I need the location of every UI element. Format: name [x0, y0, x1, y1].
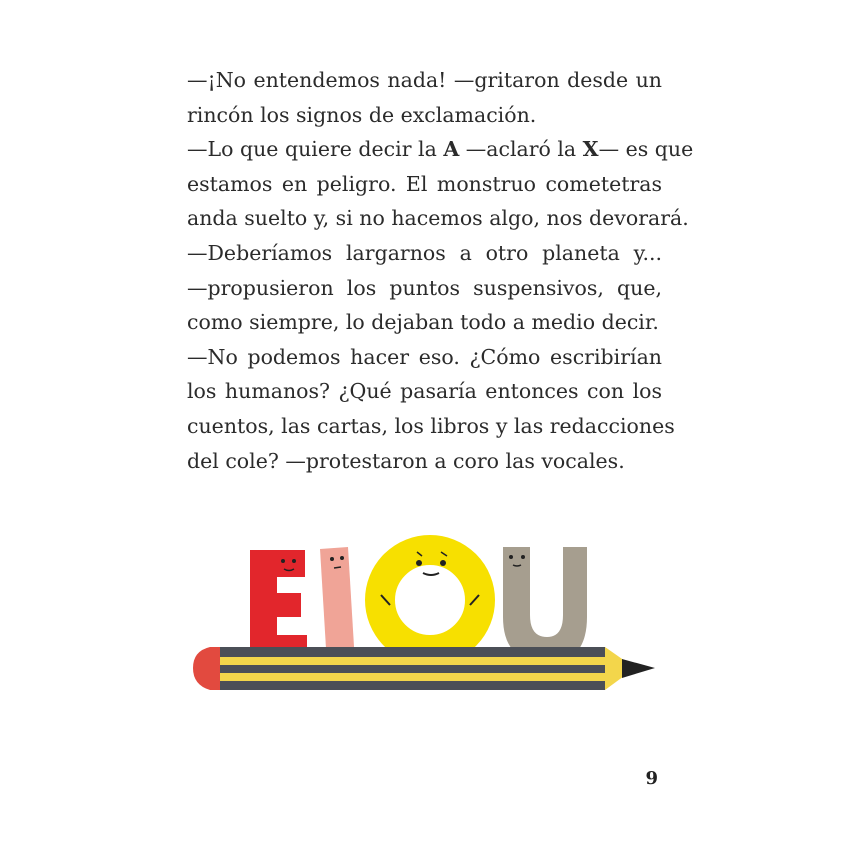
text-line: como siempre, lo dejaban todo a medio decir. [187, 310, 659, 335]
letter-o-character [380, 550, 480, 650]
text-line: —No podemos hacer eso. ¿Cómo escribirían [187, 344, 662, 369]
text-line: del cole? —protestaron a coro las vocales. [187, 448, 625, 473]
pencil [193, 647, 655, 690]
text-line: estamos en peligro. El monstruo cometetras [187, 171, 662, 196]
page-number: 9 [645, 768, 658, 789]
text-line: rincón los signos de exclamación. [187, 102, 537, 127]
text-line: —propusieron los puntos suspensivos, que, [187, 275, 662, 300]
text-line: cuentos, las cartas, los libros y las redacciones [187, 413, 675, 438]
text-line: —Lo que quiere decir la A —aclaró la X— es que [187, 137, 694, 162]
text-line: los humanos? ¿Qué pasaría entonces con los [187, 379, 662, 404]
body-text [187, 63, 694, 478]
vowels-on-pencil-illustration [185, 535, 665, 700]
text-line: anda suelto y, si no hacemos algo, nos devorará. [187, 206, 689, 231]
text-line: —¡No entendemos nada! —gritaron desde un [187, 68, 662, 92]
text-line: —Deberíamos largarnos a otro planeta y... [187, 240, 662, 265]
